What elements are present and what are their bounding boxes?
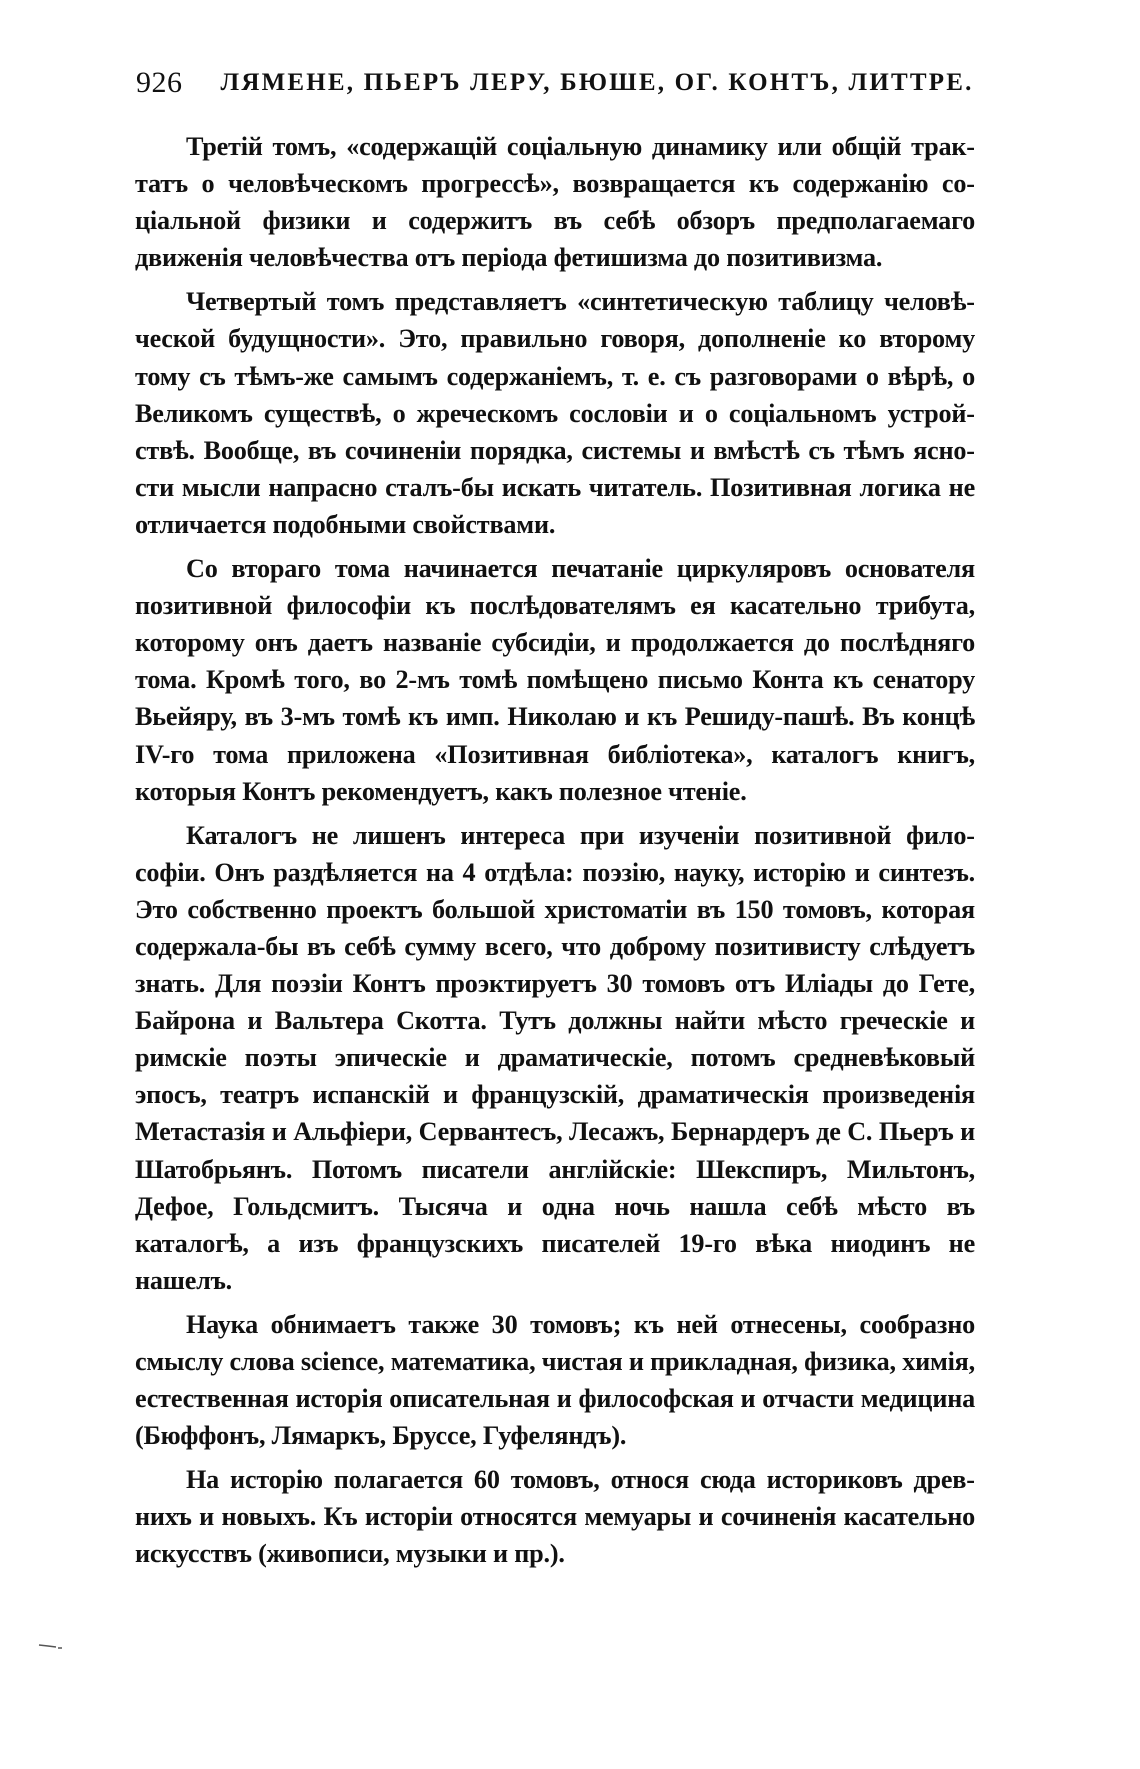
paragraph-3: Со втораго тома начинается печатаніе циркуляровъ основателя позитивной философіи къ послѣдователямъ ея касательно трибута, которому онъ даетъ названіе субсидіи, и продолжается до послѣдняго тома. Кромѣ того, во 2-мъ томѣ помѣщено письмо Конта къ сенатору Вьейяру, въ 3-мъ томѣ къ имп. Николаю и къ Решиду-пашѣ. Въ концѣ IV-го тома приложена «Позитивная библіотека», каталогъ книгъ, которыя Контъ рекомендуетъ, какъ полезное чтеніе. bbox=[135, 554, 975, 806]
paragraph-1: Третій томъ, «содержащій соціальную динамику или общій трактатъ о человѣческомъ прогрессѣ», возвращается къ содержанію соціальной физики и содержитъ въ себѣ обзоръ предполагаемаго движенія человѣчества отъ періода фетишизма до позитивизма. bbox=[135, 132, 975, 273]
page-number: 926 bbox=[136, 66, 183, 99]
paragraph-5: Наука обнимаетъ также 30 томовъ; къ ней отнесены, сообразно смыслу слова science, математика, чистая и прикладная, физика, химія, естественная исторія описательная и философская и отчасти медицина (Бюффонъ, Лямаркъ, Бруссе, Гуфеляндъ). bbox=[135, 1309, 975, 1451]
body-text bbox=[135, 128, 975, 1573]
ink-mark-icon bbox=[38, 1642, 66, 1650]
paragraph-2: Четвертый томъ представляетъ «синтетическую таблицу человѣческой будущности». Это, правильно говоря, дополненіе ко второму тому съ тѣмъ-же самымъ содержаніемъ, т. е. съ разговорами о вѣрѣ, о Великомъ существѣ, о жреческомъ сословіи и о соціальномъ устройствѣ. Вообще, въ сочиненіи порядка, системы и вмѣстѣ съ тѣмъ ясности мысли напрасно сталъ-бы искать читатель. Позитивная логика не отличается подобными свойствами. bbox=[135, 287, 975, 539]
running-title: ЛЯМЕНЕ, ПЬЕРЪ ЛЕРУ, БЮШЕ, ОГ. КОНТЪ, ЛИТТРЕ. bbox=[220, 69, 974, 96]
paragraph-4: Каталогъ не лишенъ интереса при изученіи позитивной философіи. Онъ раздѣляется на 4 отдѣла: поэзію, науку, исторію и синтезъ. Это собственно проектъ большой христоматіи въ 150 томовъ, которая содержала-бы въ себѣ сумму всего, что доброму позитивисту слѣдуетъ знать. Для поэзіи Контъ проэктируетъ 30 томовъ отъ Иліады до Гете, Байрона и Вальтера Скотта. Тутъ должны найти мѣсто греческіе и римскіе поэты эпическіе и драматическіе, потомъ средневѣковый эпосъ, театръ испанскій и французскій, драматическія произведенія Метастазія и Альфіери, Сервантесъ, Лесажъ, Бернардеръ де С. Пьеръ и Шатобрьянъ. Потомъ писатели англійскіе: Шекспиръ, Мильтонъ, Дефое, Гольдсмитъ. Тысяча и одна ночь нашла себѣ мѣсто въ каталогѣ, а изъ французскихъ писателей 19-го вѣка ниодинъ не нашелъ. bbox=[135, 820, 975, 1295]
ink-mark bbox=[38, 1640, 66, 1648]
page-header bbox=[136, 66, 974, 110]
paragraph-6: На исторію полагается 60 томовъ, относя сюда историковъ древнихъ и новыхъ. Къ исторіи относятся мемуары и сочиненія касательно искусствъ (живописи, музыки и пр.). bbox=[135, 1465, 975, 1569]
